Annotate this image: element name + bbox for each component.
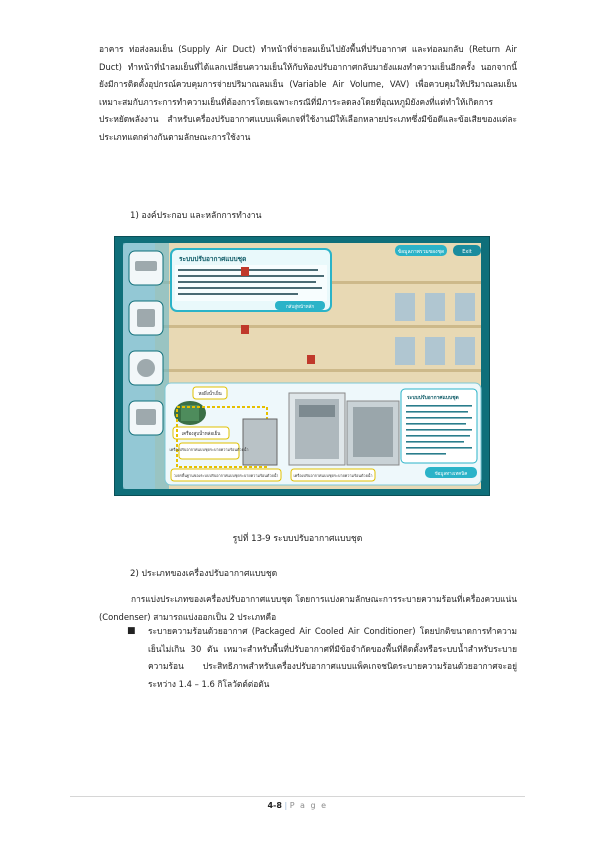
label-pump: เครื่องสูบน้ำหล่อเย็น [181,432,221,437]
bullet-item-1: ระบายความร้อนด้วยอากาศ (Packaged Air Cooled Air Conditioner) โดยปกติขนาดการทำความเย็นไม่เกิน 30 ตัน เหมาะสำหรับพื้นที่ปรับอากาศที่มีข้อจำกัดของพื้นที่ติดตั้งหรือระบบน้ำสำหรับระบายความร้อน ประสิทธิภาพสำหรับเครื่องปรับอากาศแบบแพ็คเกจชนิดระบายความร้อนด้วยอากาศจะอยู่ระหว่าง 1.4 – 1.6 กิโลวัตต์ต่อตัน [148,626,517,689]
label-unit: เครื่องปรับอากาศแบบชุดระบายความร้อนด้วยน้ำ [169,447,249,452]
exit-button-label: Exit [462,249,472,255]
bullet-square-icon: ■ [127,626,136,636]
label-photo: เครื่องปรับอากาศแบบชุดระบายความร้อนด้วยน้ำ [293,473,373,478]
figure-illustration [115,237,489,495]
back-button-label: กลับสู่หน้าหลัก [285,305,315,310]
body-paragraph-1: อาคาร ท่อส่งลมเย็น (Supply Air Duct) ทำหน้าที่จ่ายลมเย็นไปยังพื้นที่ปรับอากาศ และท่อลมกลับ (Return Air Duct) ทำหน้าที่นำลมเย็นที่ได้แลกเปลี่ยนความเย็นให้กับห้องปรับอากาศกลับมายังแผงทำความเย็นอีกครั้ง นอกจากนี้ยังมีการติดตั้งอุปกรณ์ควบคุมการจ่ายปริมาณลมเย็น (Variable Air Volume, VAV) เพื่อควบคุมให้ปริมาณลมเย็นเหมาะสมกับภาระการทำความเย็นที่ต้องการโดยเฉพาะกรณีที่มีภาระลดลงโดยที่อุณหภูมิยังคงที่แต่ทำให้เกิดการประหยัดพลังงาน สำหรับเครื่องปรับอากาศแบบแพ็คเกจที่ใช้งานมีให้เลือกหลายประเภทซึ่งมีข้อดีและข้อเสียของแต่ละประเภทแตกต่างกันตามลักษณะการใช้งาน [99,44,517,142]
top-button-label: ข้อมูลภาพรวมของชุด [397,249,445,255]
figure-caption: รูปที่ 13-9 ระบบปรับอากาศแบบชุด [232,534,363,544]
section-heading-2: 2) ประเภทของเครื่องปรับอากาศแบบชุด [130,569,278,579]
footer-separator: | [284,801,288,810]
label-cycle: วงจรพื้นฐานของระบบปรับอากาศแบบชุดระบายความร้อนด้วยน้ำ [173,473,279,478]
footer-divider [70,796,525,797]
section-heading-1: 1) องค์ประกอบ และหลักการทำงาน [130,211,262,221]
label-tower: หอผึ่งน้ำเย็น [198,392,222,397]
figure-package-ac [114,236,490,496]
side-panel-title: ระบบปรับอากาศแบบชุด [407,395,459,401]
page-number: 4-8 [267,801,282,810]
page-footer [0,801,595,810]
info-title: ระบบปรับอากาศแบบชุด [179,255,247,263]
body-paragraph-2: การแบ่งประเภทของเครื่องปรับอากาศแบบชุด โดยการแบ่งตามลักษณะการระบายความร้อนที่เครื่องควบแน่น (Condenser) สามารถแบ่งออกเป็น 2 ประเภทคือ [99,594,517,622]
page-word: P a g e [289,801,328,810]
info-button-label: ข้อมูลทางเทคนิค [434,472,468,477]
